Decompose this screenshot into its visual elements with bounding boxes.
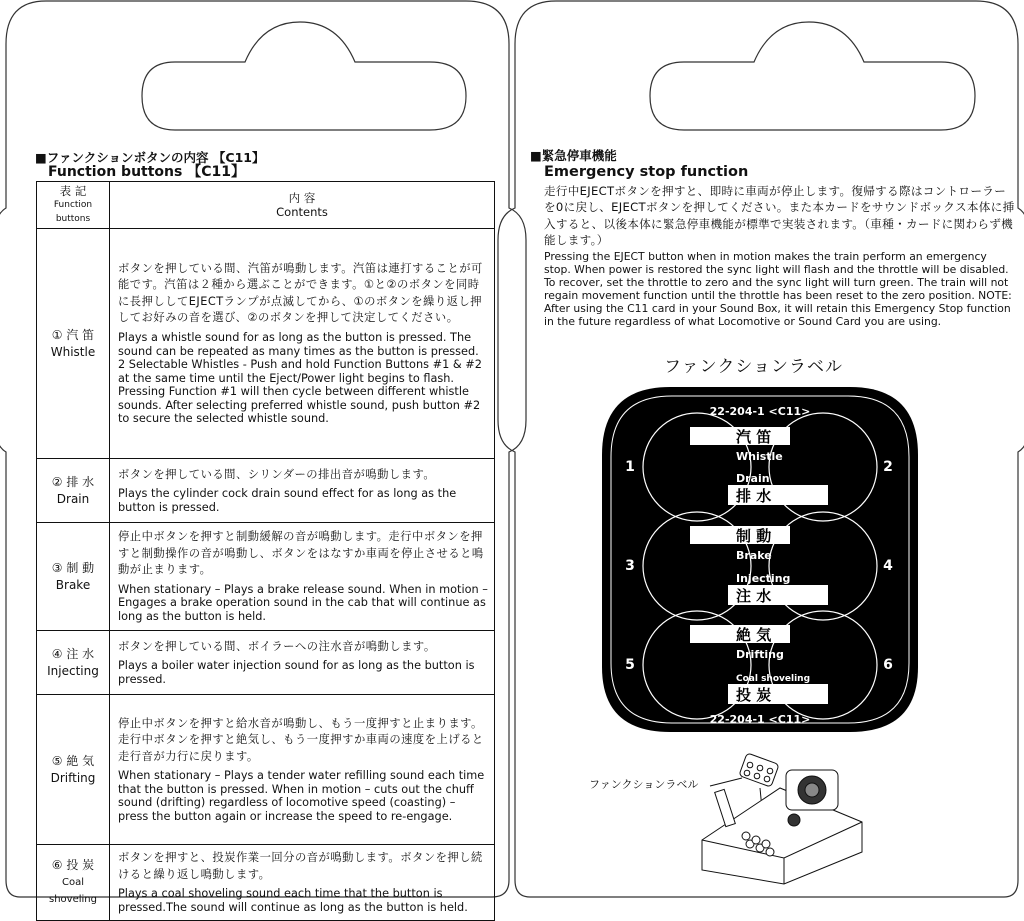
row-text-en: When stationary – Plays a tender water refilling sound each time that the button is pressed. When in motion – cuts out the chuff sound (drifting) regardless of locomotive speed (coasting) – press the button again or increase the speed to re-engage. — [118, 769, 485, 823]
table-row-drain — [37, 459, 495, 523]
table-row-coal-shoveling — [37, 845, 495, 921]
header-col1-jp: 表 記 — [59, 184, 87, 198]
row-content — [110, 631, 495, 695]
button-number-3: 3 — [625, 558, 635, 574]
emergency-body-en: Pressing the EJECT button when in motion makes the train perform an emergency stop. When power is restored the sync light will flash and the throttle will be disabled. To recover, set the throttle to zero and the sync light will turn green. The train will not regain movement function until the throttle has been reset to the zero position. NOTE: After using the C11 card in your Sound Box, it will retain this Emergency Stop function in the future regardless of what Locomotive or Sound Card you are using. — [544, 250, 1012, 328]
row-text-jp: ボタンを押すと、投炭作業一回分の音が鳴動します。ボタンを押し続けると繰り返し鳴動します。 — [118, 851, 483, 881]
row-text-en: Plays the cylinder cock drain sound effect for as long as the button is pressed. — [118, 487, 457, 514]
row-label-jp: ③ 制 動 — [51, 560, 95, 575]
row-text-jp: ボタンを押している間、シリンダーの排出音が鳴動します。 — [118, 467, 436, 481]
button-number-5: 5 — [625, 657, 635, 673]
throttle-knob — [788, 814, 800, 826]
row-label — [37, 631, 110, 695]
left-hang-hole — [142, 22, 466, 130]
panel-code-top: 22-204-1 <C11> — [709, 405, 811, 418]
row-content — [110, 695, 495, 845]
row-label-en: Drain — [56, 491, 90, 506]
function-label-panel — [600, 385, 920, 734]
row-label-en: Whistle — [50, 344, 96, 359]
label-whistle-jp: 汽 笛 — [736, 428, 772, 446]
label-coal-jp: 投 炭 — [736, 686, 772, 704]
row-label-jp: ② 排 水 — [51, 474, 95, 489]
row-label-en: Injecting — [47, 663, 99, 678]
sound-card-slot — [715, 789, 736, 826]
row-label — [37, 229, 110, 459]
table-row-brake — [37, 523, 495, 631]
right-hang-hole — [650, 22, 975, 130]
label-drifting-jp: 絶 気 — [736, 626, 772, 644]
button-number-4: 4 — [883, 558, 893, 574]
row-content — [110, 845, 495, 921]
row-label — [37, 845, 110, 921]
row-label-en: Drifting — [50, 770, 96, 785]
emergency-heading-en: Emergency stop function — [544, 164, 749, 180]
row-content — [110, 523, 495, 631]
button-number-6: 6 — [883, 657, 893, 673]
emergency-heading-jp: ■緊急停車機能 — [530, 148, 617, 163]
label-whistle-en: Whistle — [736, 450, 783, 463]
function-table — [36, 181, 495, 921]
label-injecting-en: Injecting — [736, 572, 791, 585]
header-col2-jp: 内 容 — [288, 191, 316, 205]
row-text-en: Plays a whistle sound for as long as the button is pressed. The sound can be repeated as many times as the button is pressed. 2 Selectable Whistles - Push and hold Function Buttons #1 & #2 at the same time until the Eject/Power light begins to flash. Pressing Function #1 will then cycle between different whistle sounds. After selecting preferred whistle sound, push button #2 to secure the selected whistle sound. — [118, 330, 482, 426]
label-injecting-jp: 注 水 — [736, 587, 772, 605]
row-label-jp: ⑥ 投 炭 — [51, 858, 95, 872]
row-text-jp: ボタンを押している間、汽笛が鳴動します。汽笛は連打することが可能です。汽笛は２種から選ぶことができます。①と②のボタンを同時に長押ししてEJECTランプが点滅してから、①のボタンを繰り返し押してお好みの音を選び、②のボタンを押して決定してください。 — [118, 261, 483, 325]
header-contents — [110, 182, 495, 229]
table-header-row — [37, 182, 495, 229]
function-label-title: ファンクションラベル — [664, 357, 843, 377]
label-coal-en: Coal shoveling — [736, 674, 811, 684]
panel-code-bottom: 22-204-1 <C11> — [709, 713, 811, 726]
row-text-en: Plays a coal shoveling sound each time that the button is pressed.The sound will continue as long as the button is held. — [118, 887, 468, 914]
header-col2-en: Contents — [276, 205, 328, 219]
label-drain-en: Drain — [736, 472, 770, 485]
row-label-en: Coal shoveling — [49, 877, 97, 905]
table-row-whistle — [37, 229, 495, 459]
header-col1-en: Function buttons — [53, 200, 93, 224]
row-label — [37, 523, 110, 631]
row-content — [110, 459, 495, 523]
label-brake-jp: 制 動 — [736, 527, 772, 545]
header-function-buttons — [37, 182, 110, 229]
function-buttons-heading — [35, 150, 264, 180]
row-label-jp: ④ 注 水 — [51, 646, 95, 661]
label-brake-en: Brake — [736, 549, 772, 562]
row-label — [37, 695, 110, 845]
label-drifting-en: Drifting — [736, 648, 784, 661]
table-row-drifting — [37, 695, 495, 845]
row-label-jp: ⑤ 絶 気 — [51, 753, 95, 768]
button-number-2: 2 — [883, 459, 893, 475]
row-label — [37, 459, 110, 523]
heading-jp: ■ファンクションボタンの内容 【C11】 — [35, 150, 265, 165]
row-label-en: Brake — [55, 577, 91, 592]
heading-en: Function buttons 【C11】 — [48, 164, 245, 180]
row-content — [110, 229, 495, 459]
emergency-stop-heading — [530, 148, 748, 180]
label-drain-jp: 排 水 — [736, 487, 772, 505]
row-label-jp: ① 汽 笛 — [51, 327, 95, 342]
emergency-body-jp: 走行中EJECTボタンを押すと、即時に車両が停止します。復帰する際はコントローラーを0に戻し、EJECTボタンを押してください。また本カードをサウンドボックス本体に挿入すると、以後本体に緊急停車機能が標準で実装されます。（車種・カードに関わらず機能します。） — [544, 184, 1015, 248]
function-label-callout: ファンクションラベル — [589, 778, 699, 791]
sound-box-illustration — [690, 752, 870, 890]
row-text-jp: 停止中ボタンを押すと制動緩解の音が鳴動します。走行中ボタンを押すと制動操作の音が鳴動し、ボタンをはなすか車両を停止させると鳴動が止まります。 — [118, 530, 484, 577]
row-text-en: When stationary – Plays a brake release sound. When in motion – Engages a brake operation sound in the cab that will continue as long as the button is held. — [118, 582, 488, 624]
button-number-1: 1 — [625, 459, 635, 475]
row-text-en: Plays a boiler water injection sound for as long as the button is pressed. — [118, 659, 475, 686]
callout-leader-line — [710, 778, 742, 786]
row-text-jp: ボタンを押している間、ボイラーへの注水音が鳴動します。 — [118, 639, 436, 653]
table-row-injecting — [37, 631, 495, 695]
row-text-jp: 停止中ボタンを押すと給水音が鳴動し、もう一度押すと止まります。走行中ボタンを押すと絶気し、もう一度押すか車両の速度を上げると走行音が力行に戻ります。 — [118, 716, 484, 763]
